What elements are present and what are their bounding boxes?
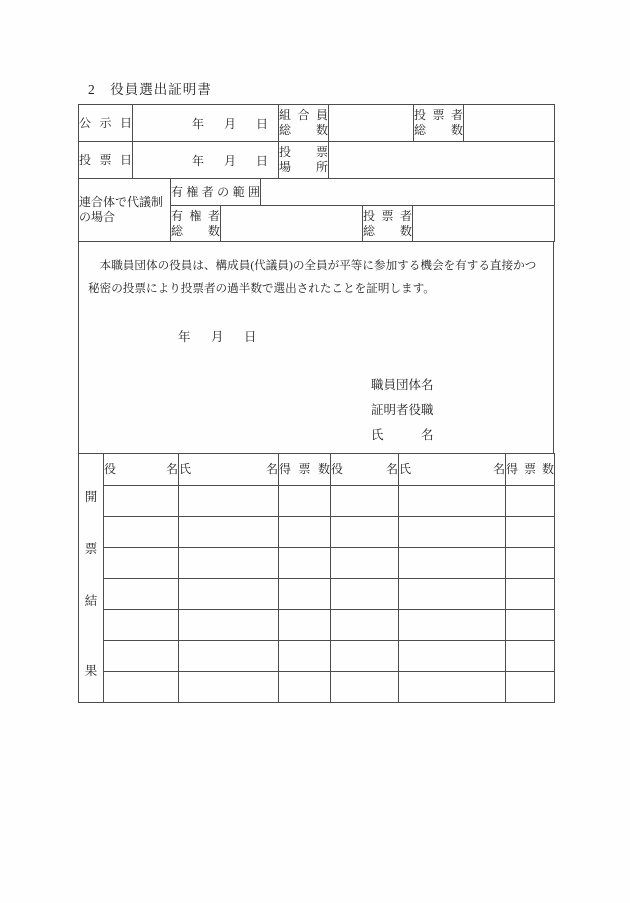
announcement-date-cell bbox=[133, 105, 279, 142]
name-cell bbox=[399, 486, 506, 517]
role-cell bbox=[331, 672, 399, 703]
voting-day-row bbox=[79, 142, 555, 179]
polling-place-label-line2: 場 所 bbox=[279, 160, 328, 174]
votes-cell bbox=[506, 610, 555, 641]
votes-cell bbox=[506, 672, 555, 703]
name-cell bbox=[179, 579, 279, 610]
role-cell bbox=[331, 517, 399, 548]
electorate-scope-row bbox=[79, 179, 555, 206]
voters-total-label-line1: 投 票 者 bbox=[414, 108, 463, 122]
certificate-body-line2: 秘密の投票により投票者の過半数で選出されたことを証明します。 bbox=[88, 282, 435, 295]
announcement-label-cell bbox=[79, 105, 133, 142]
results-side-title-cell bbox=[79, 454, 104, 703]
results-header-row bbox=[79, 454, 555, 486]
results-row bbox=[79, 548, 555, 579]
voting-date-cell bbox=[133, 142, 279, 179]
role-cell bbox=[104, 641, 179, 672]
role-cell bbox=[331, 579, 399, 610]
role-cell bbox=[104, 486, 179, 517]
name-cell bbox=[399, 610, 506, 641]
org-name-label: 職員団体名 bbox=[371, 378, 434, 392]
federation-case-label-line2: の場合 bbox=[79, 210, 116, 224]
votes-cell bbox=[506, 548, 555, 579]
election-dates-table bbox=[78, 104, 555, 179]
union-members-label-line2: 総 数 bbox=[279, 123, 328, 137]
col-header-role-1: 役 名 bbox=[104, 454, 179, 486]
name-cell bbox=[179, 641, 279, 672]
results-row bbox=[79, 517, 555, 548]
name-cell bbox=[399, 517, 506, 548]
electorate-scope-value-cell bbox=[261, 179, 555, 206]
side-title-char-1: 開 bbox=[84, 490, 98, 504]
federation-table bbox=[78, 178, 555, 242]
votes-cell bbox=[279, 641, 331, 672]
voters-total-value-cell bbox=[464, 105, 555, 142]
announcement-date-placeholder: 年 月 日 bbox=[191, 116, 272, 131]
col-header-votes-2: 得 票 数 bbox=[506, 454, 555, 486]
role-cell bbox=[104, 579, 179, 610]
voting-day-label-cell bbox=[79, 142, 133, 179]
voters-total-label-cell bbox=[414, 105, 464, 142]
vote-results-table bbox=[78, 453, 555, 703]
announcement-row bbox=[79, 105, 555, 142]
results-row bbox=[79, 672, 555, 703]
voting-day-label: 投 票 日 bbox=[79, 152, 132, 167]
certificate-body-line1: 本職員団体の役員は、構成員(代議員)の全員が平等に参加する機会を有する直接かつ bbox=[88, 259, 537, 272]
results-row bbox=[79, 641, 555, 672]
role-cell bbox=[331, 486, 399, 517]
side-title-char-2: 票 bbox=[84, 542, 98, 556]
results-row bbox=[79, 486, 555, 517]
results-row bbox=[79, 610, 555, 641]
union-members-label-cell bbox=[279, 105, 329, 142]
form-content bbox=[78, 104, 554, 703]
voters-total-label-line2: 総 数 bbox=[414, 123, 463, 137]
electorate-total-label-line1: 有 権 者 bbox=[171, 208, 220, 223]
federation-case-label-cell bbox=[79, 179, 171, 242]
votes-cell bbox=[279, 548, 331, 579]
votes-cell bbox=[506, 641, 555, 672]
certifier-title-label: 証明者役職 bbox=[371, 403, 434, 417]
electorate-scope-label-cell bbox=[171, 179, 261, 206]
certificate-date-placeholder: 年 月 日 bbox=[178, 330, 261, 344]
col-header-name-1: 氏 名 bbox=[179, 454, 279, 486]
name-cell bbox=[399, 548, 506, 579]
side-title-char-3: 結 bbox=[84, 594, 98, 608]
role-cell bbox=[331, 548, 399, 579]
name-cell bbox=[399, 641, 506, 672]
union-members-value-cell bbox=[329, 105, 414, 142]
votes-cell bbox=[279, 486, 331, 517]
votes-cell bbox=[279, 672, 331, 703]
electorate-total-label-line2: 総 数 bbox=[171, 223, 220, 238]
role-cell bbox=[104, 672, 179, 703]
certificate-box bbox=[78, 241, 554, 454]
signature-block bbox=[371, 373, 553, 448]
name-cell bbox=[179, 517, 279, 548]
electorate-scope-label: 有 権 者 の 範 囲 bbox=[171, 184, 260, 199]
name-cell bbox=[399, 672, 506, 703]
votes-cell bbox=[279, 610, 331, 641]
col-header-name-2: 氏 名 bbox=[399, 454, 506, 486]
federation-voters-label-line1: 投 票 者 bbox=[363, 208, 412, 223]
role-cell bbox=[104, 610, 179, 641]
votes-cell bbox=[279, 517, 331, 548]
name-cell bbox=[399, 579, 506, 610]
name-cell bbox=[179, 672, 279, 703]
federation-voters-label-cell bbox=[363, 206, 413, 242]
polling-place-value-cell bbox=[329, 142, 555, 179]
electorate-total-label-cell bbox=[171, 206, 221, 242]
electorate-total-value-cell bbox=[221, 206, 363, 242]
results-row bbox=[79, 579, 555, 610]
polling-place-label-line1: 投 票 bbox=[279, 145, 328, 159]
certifier-name-label: 氏 名 bbox=[371, 428, 434, 442]
votes-cell bbox=[506, 517, 555, 548]
federation-voters-value-cell bbox=[413, 206, 555, 242]
polling-place-label-cell bbox=[279, 142, 329, 179]
federation-case-label-line1: 連合体で代議制 bbox=[79, 195, 164, 209]
federation-voters-label-line2: 総 数 bbox=[363, 223, 412, 238]
name-cell bbox=[179, 486, 279, 517]
page-title: 2 役員選出証明書 bbox=[88, 82, 212, 97]
col-header-votes-1: 得 票 数 bbox=[279, 454, 331, 486]
union-members-label-line1: 組 合 員 bbox=[279, 108, 328, 122]
votes-cell bbox=[506, 579, 555, 610]
votes-cell bbox=[279, 579, 331, 610]
name-cell bbox=[179, 610, 279, 641]
side-title-char-4: 果 bbox=[84, 664, 98, 678]
role-cell bbox=[104, 548, 179, 579]
col-header-role-2: 役 名 bbox=[331, 454, 399, 486]
name-cell bbox=[179, 548, 279, 579]
role-cell bbox=[331, 641, 399, 672]
votes-cell bbox=[506, 486, 555, 517]
role-cell bbox=[104, 517, 179, 548]
announcement-label: 公 示 日 bbox=[79, 115, 132, 130]
voting-date-placeholder: 年 月 日 bbox=[191, 153, 272, 168]
role-cell bbox=[331, 610, 399, 641]
